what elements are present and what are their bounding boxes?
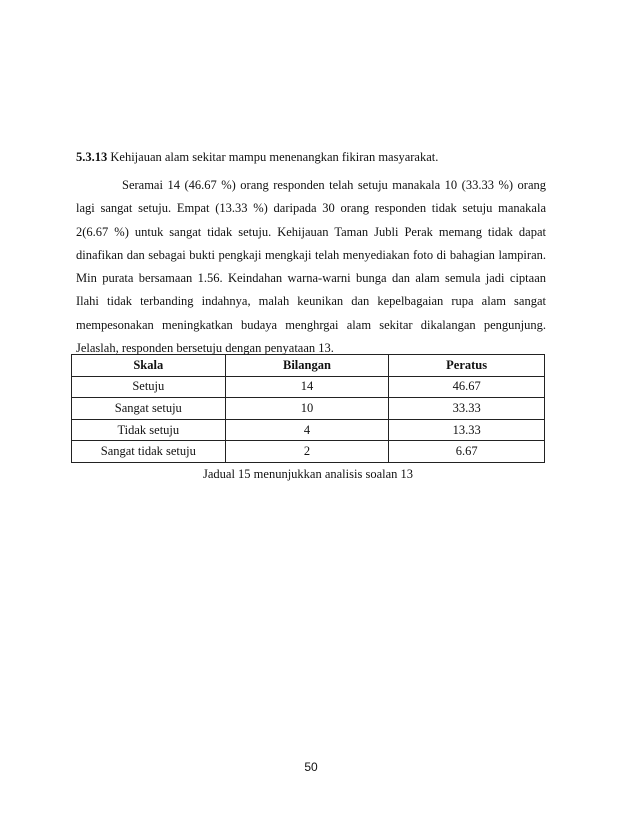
cell-bilangan: 4 xyxy=(225,419,389,441)
section-title: Kehijauan alam sekitar mampu menenangkan fikiran masyarakat. xyxy=(110,150,439,164)
section-number: 5.3.13 xyxy=(76,150,108,164)
table-row xyxy=(72,441,545,463)
cell-peratus: 6.67 xyxy=(389,441,545,463)
results-table xyxy=(71,354,545,463)
body-paragraph: Seramai 14 (46.67 %) orang responden telah setuju manakala 10 (33.33 %) orang lagi sangat setuju. Empat (13.33 %) daripada 30 orang responden tidak setuju manakala 2(6.67 %) untuk sangat tidak setuju. Kehijauan Taman Jubli Perak memang tidak dapat dinafikan dan sebagai bukti pengkaji mengkaji telah menyediakan foto di bahagian lampiran. Min purata bersamaan 1.56. Keindahan warna-warni bunga dan alam semula jadi ciptaan Ilahi tidak terbanding indahnya, malah keunikan dan kepelbagaian rupa alam sangat mempesonakan meningkatkan budaya menghrgai alam sekitar dikalangan pengunjung. Jelaslah, responden bersetuju dengan penyataan 13. xyxy=(76,178,546,356)
page-number: 50 xyxy=(304,760,318,774)
table-header-row xyxy=(72,355,545,377)
table-caption: Jadual 15 menunjukkan analisis soalan 13 xyxy=(202,467,414,481)
cell-peratus: 13.33 xyxy=(389,419,545,441)
cell-bilangan: 14 xyxy=(225,376,389,398)
cell-bilangan: 10 xyxy=(225,398,389,420)
cell-skala: Sangat tidak setuju xyxy=(72,441,226,463)
cell-bilangan: 2 xyxy=(225,441,389,463)
table-row xyxy=(72,376,545,398)
section-heading xyxy=(76,149,566,165)
header-skala: Skala xyxy=(72,355,226,377)
header-bilangan: Bilangan xyxy=(225,355,389,377)
cell-skala: Setuju xyxy=(72,376,226,398)
cell-skala: Sangat setuju xyxy=(72,398,226,420)
cell-skala: Tidak setuju xyxy=(72,419,226,441)
table-row xyxy=(72,398,545,420)
cell-peratus: 33.33 xyxy=(389,398,545,420)
header-peratus: Peratus xyxy=(389,355,545,377)
cell-peratus: 46.67 xyxy=(389,376,545,398)
table-row xyxy=(72,419,545,441)
